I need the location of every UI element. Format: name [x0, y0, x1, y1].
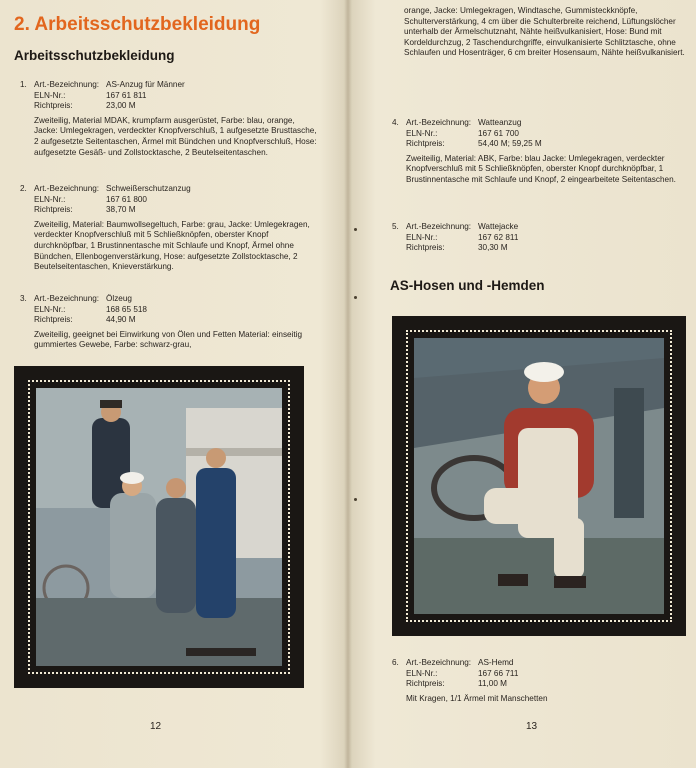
product-item-4	[392, 118, 682, 186]
item-number: 2.	[20, 184, 27, 193]
item-name: Schweißerschutzanzug	[106, 184, 191, 193]
item-name-label: Art.-Bezeichnung:	[34, 184, 100, 193]
item-eln: 167 61 700	[478, 128, 519, 138]
item-price: 23,00 M	[106, 101, 136, 111]
item-eln: 167 61 811	[106, 90, 147, 100]
item-name-label: Art.-Bezeichnung:	[406, 118, 472, 127]
item-eln: 167 61 800	[106, 194, 147, 204]
item-eln: 167 66 711	[478, 668, 519, 678]
item-name-label: Art.-Bezeichnung:	[34, 294, 100, 303]
item-eln-label: ELN-Nr.:	[34, 304, 66, 314]
item-name: Wattejacke	[478, 222, 519, 231]
item-price: 54,40 M; 59,25 M	[478, 139, 542, 149]
item-price-label: Richtpreis:	[34, 205, 73, 215]
item-eln-label: ELN-Nr.:	[406, 232, 438, 242]
page-number: 12	[150, 721, 162, 732]
item-number: 3.	[20, 294, 27, 303]
item-description: Zweiteilig, geeignet bei Einwirkung von Ölen und Fetten Material: einseitig gummiertes Gewebe, Farbe: schwarz-grau,	[34, 329, 303, 350]
item-eln: 167 62 811	[478, 232, 519, 242]
item-price-label: Richtpreis:	[34, 315, 73, 325]
item-name: Ölzeug	[106, 294, 132, 303]
item-price-label: Richtpreis:	[406, 243, 445, 253]
photo-frame-worker	[392, 316, 686, 636]
section-title: AS-Hosen und -Hemden	[390, 278, 545, 293]
item-name: AS-Hemd	[478, 658, 514, 667]
page-number: 13	[526, 721, 538, 732]
item-number: 6.	[392, 658, 399, 667]
item-price: 44,90 M	[106, 315, 136, 325]
item-name: Watteanzug	[478, 118, 522, 127]
photo-worker-in-overalls	[414, 338, 664, 614]
item-description: Zweiteilig, Material: ABK, Farbe: blau Jacke: Umlegekragen, verdeckter Knopfverschluß mit 5 Schließknöpfen, oberster Knopf durchknöpfbar, 1 Brustinnentasche mit Schlaufe und Knopf, 2 eingearbeitete Seitentaschen.	[406, 153, 676, 184]
product-item-5	[392, 222, 682, 254]
item-eln-label: ELN-Nr.:	[406, 668, 438, 678]
product-item-2	[20, 184, 320, 273]
section-title: Arbeitsschutzbekleidung	[14, 48, 175, 63]
item-price-label: Richtpreis:	[406, 139, 445, 149]
right-page	[348, 0, 696, 768]
product-item-6	[392, 658, 682, 704]
chapter-title: 2. Arbeitsschutzbekleidung	[14, 14, 261, 35]
item-number: 1.	[20, 80, 27, 89]
item-eln-label: ELN-Nr.:	[406, 128, 438, 138]
item-name-label: Art.-Bezeichnung:	[406, 658, 472, 667]
item-description: Mit Kragen, 1/1 Ärmel mit Manschetten	[406, 693, 548, 703]
item-name-label: Art.-Bezeichnung:	[406, 222, 472, 231]
photo-workers-on-deck	[36, 388, 282, 666]
item-price-label: Richtpreis:	[34, 101, 73, 111]
item-eln: 168 65 518	[106, 304, 147, 314]
item-description: Zweiteilig, Material MDAK, krumpfarm ausgerüstet, Farbe: blau, orange, Jacke: Umlegekragen, verdeckter Knopfverschluß, 1 aufgesetzte Brusttasche, 2 aufgesetzte Seitentaschen, Ärmel mit Bündchen und Knopfverschluß, Hose: aufgesetzte Gesäß- und Zollstocktasche, 2 Beutelseitentaschen.	[34, 115, 317, 157]
item-price: 38,70 M	[106, 205, 136, 215]
item-number: 5.	[392, 222, 399, 231]
photo-frame-workers	[14, 366, 304, 688]
item-name-label: Art.-Bezeichnung:	[34, 80, 100, 89]
item-price-label: Richtpreis:	[406, 679, 445, 689]
item-eln-label: ELN-Nr.:	[34, 90, 66, 100]
item-price: 30,30 M	[478, 243, 508, 253]
continued-description: orange, Jacke: Umlegekragen, Windtasche, Gummisteckknöpfe, Schulterverstärkung, 4 cm über die Schulterbreite reichend, Lüftungslöcher unterhalb der Ärmelschutznaht, Nähte heißvulkanisiert, Hose: Bund mit Kordeldurchzug, 2 Taschendurchgriffe, einvulkanisierte Schlitztasche, ohne Schlaufen und Hosenträger, 6 cm breiter Hosensaum, Nähte heißvulkanisiert.	[404, 6, 685, 58]
product-item-3	[20, 294, 320, 351]
item-description: Zweiteilig, Material: Baumwollsegeltuch, Farbe: grau, Jacke: Umlegekragen, verdeckter Knopfverschluß mit 5 Schließknöpfen, oberster Knopf durchknöpfbar, 1 Brustinnentasche mit Schlaufe und Knopf, Ärmel ohne Bündchen, Ellenbogenverstärkung, Hose: aufgesetzte Zollstocktasche, 2 Beutelseitentaschen, Knieverstärkung.	[34, 219, 310, 272]
item-name: AS-Anzug für Männer	[106, 80, 185, 89]
item-price: 11,00 M	[478, 679, 507, 689]
item-eln-label: ELN-Nr.:	[34, 194, 66, 204]
product-item-1	[20, 80, 320, 158]
item-number: 4.	[392, 118, 399, 127]
